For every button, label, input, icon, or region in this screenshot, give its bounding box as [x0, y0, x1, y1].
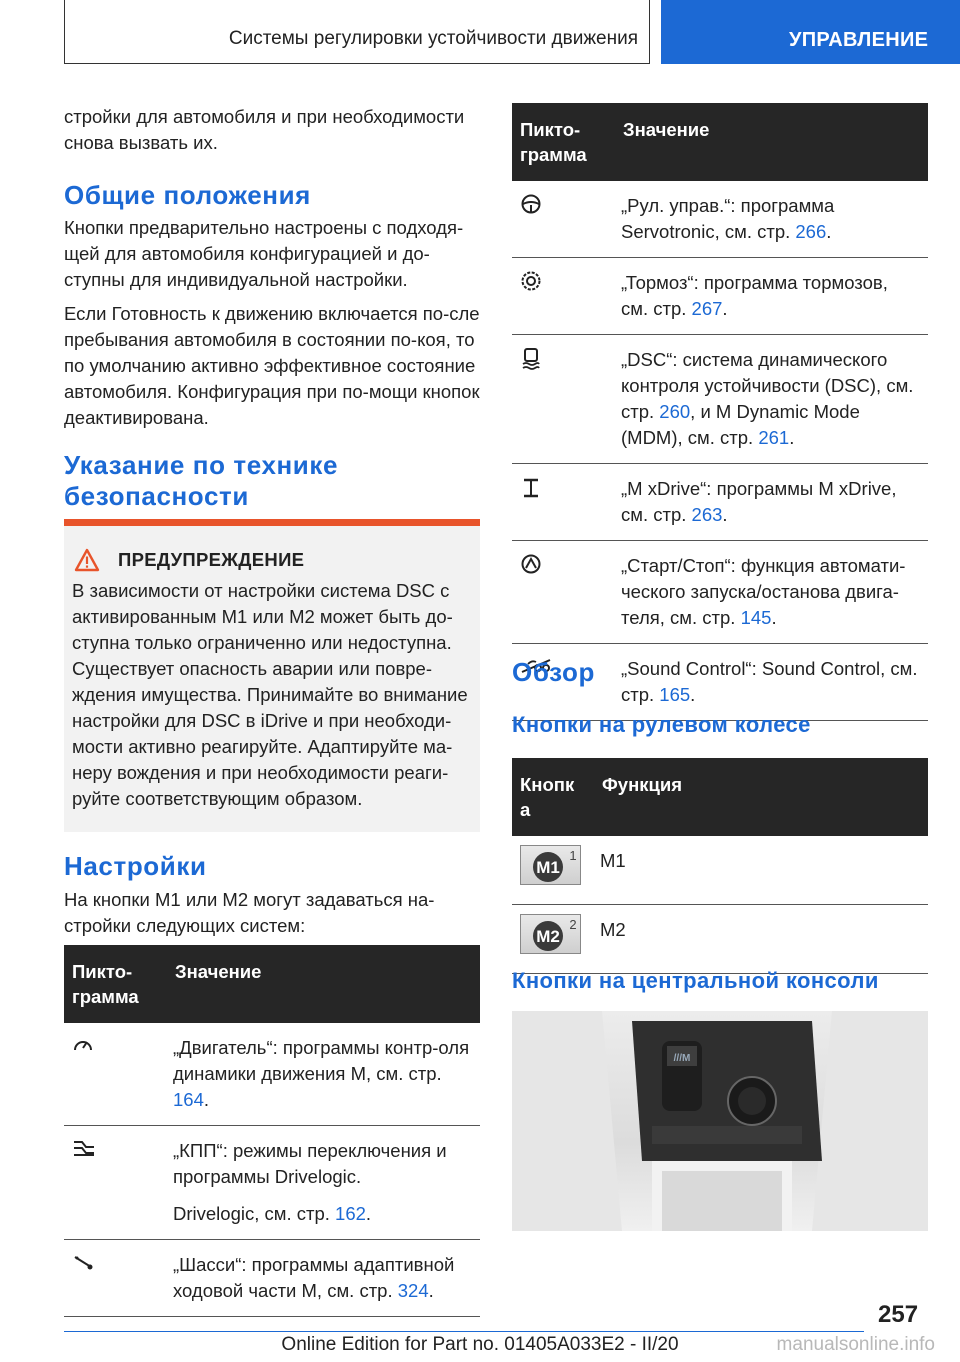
table-header-row: [512, 103, 928, 181]
m1-button-icon[interactable]: [520, 845, 581, 885]
extra-text-end: .: [365, 1203, 372, 1224]
dsc-icon: [520, 347, 542, 371]
icon-cell: [512, 335, 615, 464]
row-text-end: .: [826, 221, 832, 242]
wheel-buttons-table: [512, 758, 928, 974]
svg-text:2: 2: [569, 917, 577, 932]
settings-table-left: [64, 945, 480, 1317]
settings-heading: Настройки: [64, 851, 207, 881]
m2-button-icon[interactable]: [520, 914, 581, 954]
row-text-end: .: [722, 298, 728, 319]
general-heading: Общие положения: [64, 180, 311, 210]
row-text-end: .: [203, 1089, 210, 1110]
row-text-end: .: [722, 504, 728, 525]
xdrive-icon: [520, 476, 542, 500]
page-link[interactable]: 164: [173, 1089, 204, 1110]
row-text-end: .: [789, 427, 795, 448]
row-text-end: .: [690, 684, 696, 705]
chassis-icon: [72, 1252, 96, 1272]
section-tab[interactable]: [661, 0, 960, 64]
warning-text: В зависимости от настройки система DSC с активированным M1 или M2 может быть до-ступна только ограниченно или недоступна. Существует опасность аварии или повре-ждения имущества. Принимайте во внимание настройки для DSC в iDrive и при необходи-мости активно реагируйте. Адаптируйте ма-неру вождения и при необходимости реаги-руйте соответствующим образом.: [72, 580, 468, 809]
header-pictogram: Пикто-грамма: [512, 103, 615, 181]
row-text: „КПП“: режимы переключения и программы Drivelogic.: [173, 1140, 447, 1187]
svg-text:///M: ///M: [673, 1053, 691, 1064]
icon-cell: [512, 541, 615, 644]
footer-rule: [64, 1331, 864, 1332]
engine-icon: [72, 1035, 94, 1055]
center-console-photo: [512, 1011, 928, 1231]
wheel-buttons-heading: Кнопки на рулевом колесе: [512, 712, 811, 737]
warning-box: [64, 519, 480, 832]
button-cell: [512, 905, 594, 974]
page-link[interactable]: 263: [691, 504, 723, 525]
icon-cell: [512, 181, 615, 258]
table-header-row: [64, 945, 480, 1023]
icon-cell: [512, 258, 615, 335]
header-pictogram: Пикто-грамма: [64, 945, 167, 1023]
page-link[interactable]: 165: [659, 684, 691, 705]
button-cell: [512, 836, 594, 905]
section-tab-label: УПРАВЛЕНИЕ: [789, 29, 929, 51]
brake-icon: [520, 270, 542, 292]
icon-cell: [512, 464, 615, 541]
meaning-cell: [615, 644, 928, 721]
icon-cell: [64, 1126, 167, 1240]
edition-text: Online Edition for Part no. 01405A033E2 - II/20: [281, 1334, 679, 1355]
meaning-cell: [167, 1126, 480, 1240]
table-row: [512, 335, 928, 464]
overview-heading: Обзор: [512, 657, 595, 687]
gearbox-icon: [72, 1138, 96, 1158]
table-row: [512, 258, 928, 335]
meaning-cell: [167, 1240, 480, 1317]
meaning-cell: [615, 464, 928, 541]
meaning-cell: [167, 1023, 480, 1126]
svg-text:M2: M2: [536, 927, 560, 946]
header-button: Кнопк а: [512, 758, 594, 836]
header-meaning: Значение: [167, 945, 480, 1023]
warning-bar: [64, 519, 480, 526]
settings-paragraph: На кнопки M1 или M2 могут задаваться на-стройки следующих систем:: [64, 889, 435, 936]
table-row: [512, 464, 928, 541]
header-function: Функция: [594, 758, 928, 836]
page-number: 257: [878, 1301, 919, 1328]
general-paragraph-1: Кнопки предварительно настроены с подходя-щей для автомобиля конфигурацией и до-ступны для индивидуальной настройки.: [64, 217, 464, 290]
row-text-mid: , и M Dynamic Mode (MDM), см. стр.: [621, 401, 860, 448]
header-meaning: Значение: [615, 103, 928, 181]
page-link[interactable]: 145: [740, 607, 772, 628]
page-link[interactable]: 162: [335, 1203, 366, 1224]
table-row: [64, 1023, 480, 1126]
table-header-row: [512, 758, 928, 836]
function-cell: M1: [594, 836, 928, 905]
meaning-cell: [615, 181, 928, 258]
function-cell: M2: [594, 905, 928, 974]
svg-text:1: 1: [569, 848, 577, 863]
table-row: [64, 1240, 480, 1317]
row-text: „Двигатель“: программы контр-оля динамики движения M, см. стр.: [173, 1037, 470, 1084]
warning-triangle-icon: [74, 548, 100, 572]
chapter-title: Системы регулировки устойчивости движения: [228, 28, 638, 49]
table-row: [64, 1126, 480, 1240]
meaning-cell: [615, 258, 928, 335]
start-stop-icon: [520, 553, 542, 575]
meaning-cell: [615, 541, 928, 644]
row-text: „Тормоз“: программа тормозов, см. стр.: [621, 272, 888, 319]
row-text: „DSC“: система динамического контроля устойчивости (DSC), см. стр.: [621, 349, 914, 422]
row-text: „Шасси“: программы адаптивной ходовой части M, см. стр.: [173, 1254, 455, 1301]
settings-table-right: [512, 103, 928, 721]
page-link[interactable]: 266: [795, 221, 827, 242]
row-text: „M xDrive“: программы M xDrive, см. стр.: [621, 478, 897, 525]
table-row: [512, 541, 928, 644]
row-text: „Старт/Стоп“: функция автомати-ческого запуска/останова двига-теля, см. стр.: [621, 555, 906, 628]
table-row: [512, 905, 928, 974]
page-link[interactable]: 260: [659, 401, 691, 422]
meaning-cell: [615, 335, 928, 464]
icon-cell: [64, 1023, 167, 1126]
extra-text: Drivelogic, см. стр.: [173, 1203, 336, 1224]
svg-text:M1: M1: [536, 858, 560, 877]
icon-cell: [64, 1240, 167, 1317]
row-text: „Sound Control“: Sound Control, см. стр.: [621, 658, 918, 705]
row-text-end: .: [771, 607, 777, 628]
steering-wheel-icon: [520, 193, 542, 215]
table-row: [512, 836, 928, 905]
table-row: [512, 181, 928, 258]
safety-heading: Указание по технике безопасности: [64, 450, 339, 511]
page-link[interactable]: 261: [758, 427, 790, 448]
row-text: „Рул. управ.“: программа Servotronic, см. стр.: [621, 195, 835, 242]
console-buttons-heading: Кнопки на центральной консоли: [512, 968, 879, 993]
row-text-extra: [173, 1201, 472, 1227]
intro-text: стройки для автомобиля и при необходимости снова вызвать их.: [64, 106, 465, 153]
page-link[interactable]: 324: [397, 1280, 429, 1301]
row-text-end: .: [428, 1280, 434, 1301]
watermark-text: manualsonline.info: [776, 1334, 935, 1355]
page-link[interactable]: 267: [691, 298, 723, 319]
warning-title: ПРЕДУПРЕЖДЕНИЕ: [118, 549, 305, 570]
general-paragraph-2: Если Готовность к движению включается по-сле пребывания автомобиля в состоянии по-коя, то по умолчанию активно эффективное состояние автомобиля. Конфигурация при по-мощи кнопок деактивирована.: [64, 303, 480, 428]
